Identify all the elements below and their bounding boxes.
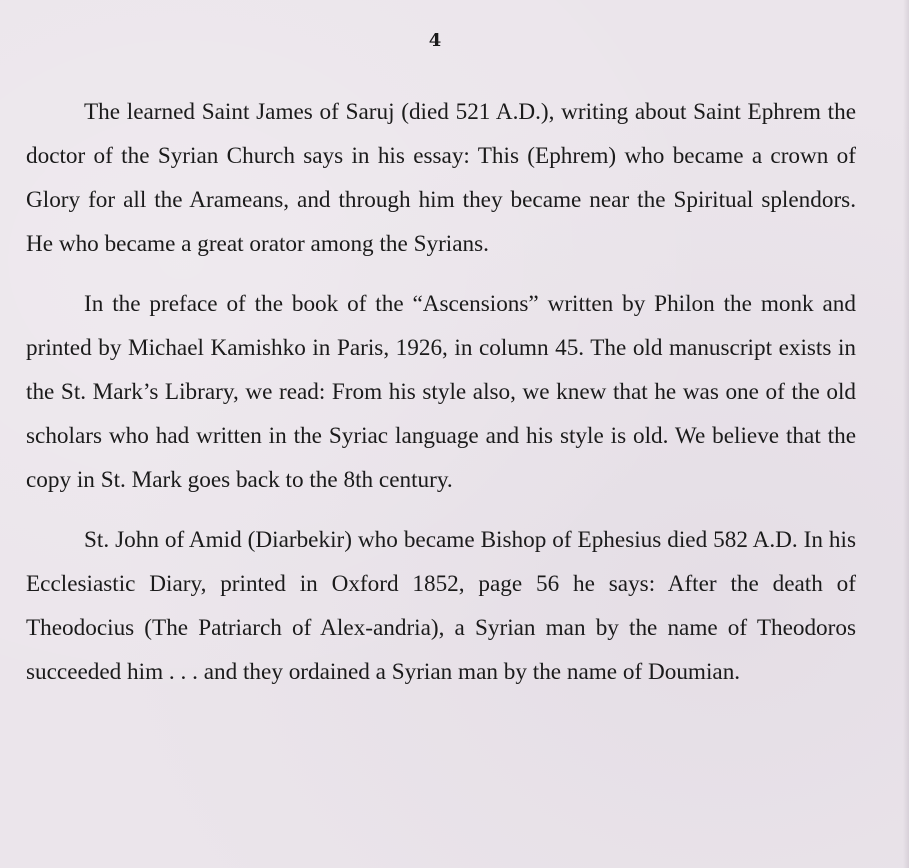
page-number: 4	[428, 30, 442, 51]
body-text	[26, 90, 856, 694]
paragraph-ascensions-preface: In the preface of the book of the “Ascensions” written by Philon the monk and printed by Michael Kamishko in Paris, 1926, in column 45. The old manuscript exists in the St. Mark’s Library, we read: From his style also, we knew that he was one of the old scholars who had written in the Syriac language and his style is old. We believe that the copy in St. Mark goes back to the 8th century.	[26, 291, 856, 493]
paragraph-james-of-saruj: The learned Saint James of Saruj (died 521 A.D.), writing about Saint Ephrem the doctor of the Syrian Church says in his essay: This (Ephrem) who became a crown of Glory for all the Arameans, and through him they became near the Spiritual splendors. He who became a great orator among the Syrians.	[26, 99, 856, 257]
paragraph-john-of-amid: St. John of Amid (Diarbekir) who became Bishop of Ephesius died 582 A.D. In his Ecclesiastic Diary, printed in Oxford 1852, page 56 he says: After the death of Theodocius (The Patriarch of Alex-andria), a Syrian man by the name of Theodoros succeeded him . . . and they ordained a Syrian man by the name of Doumian.	[26, 527, 856, 685]
page-edge-shadow	[903, 0, 909, 868]
